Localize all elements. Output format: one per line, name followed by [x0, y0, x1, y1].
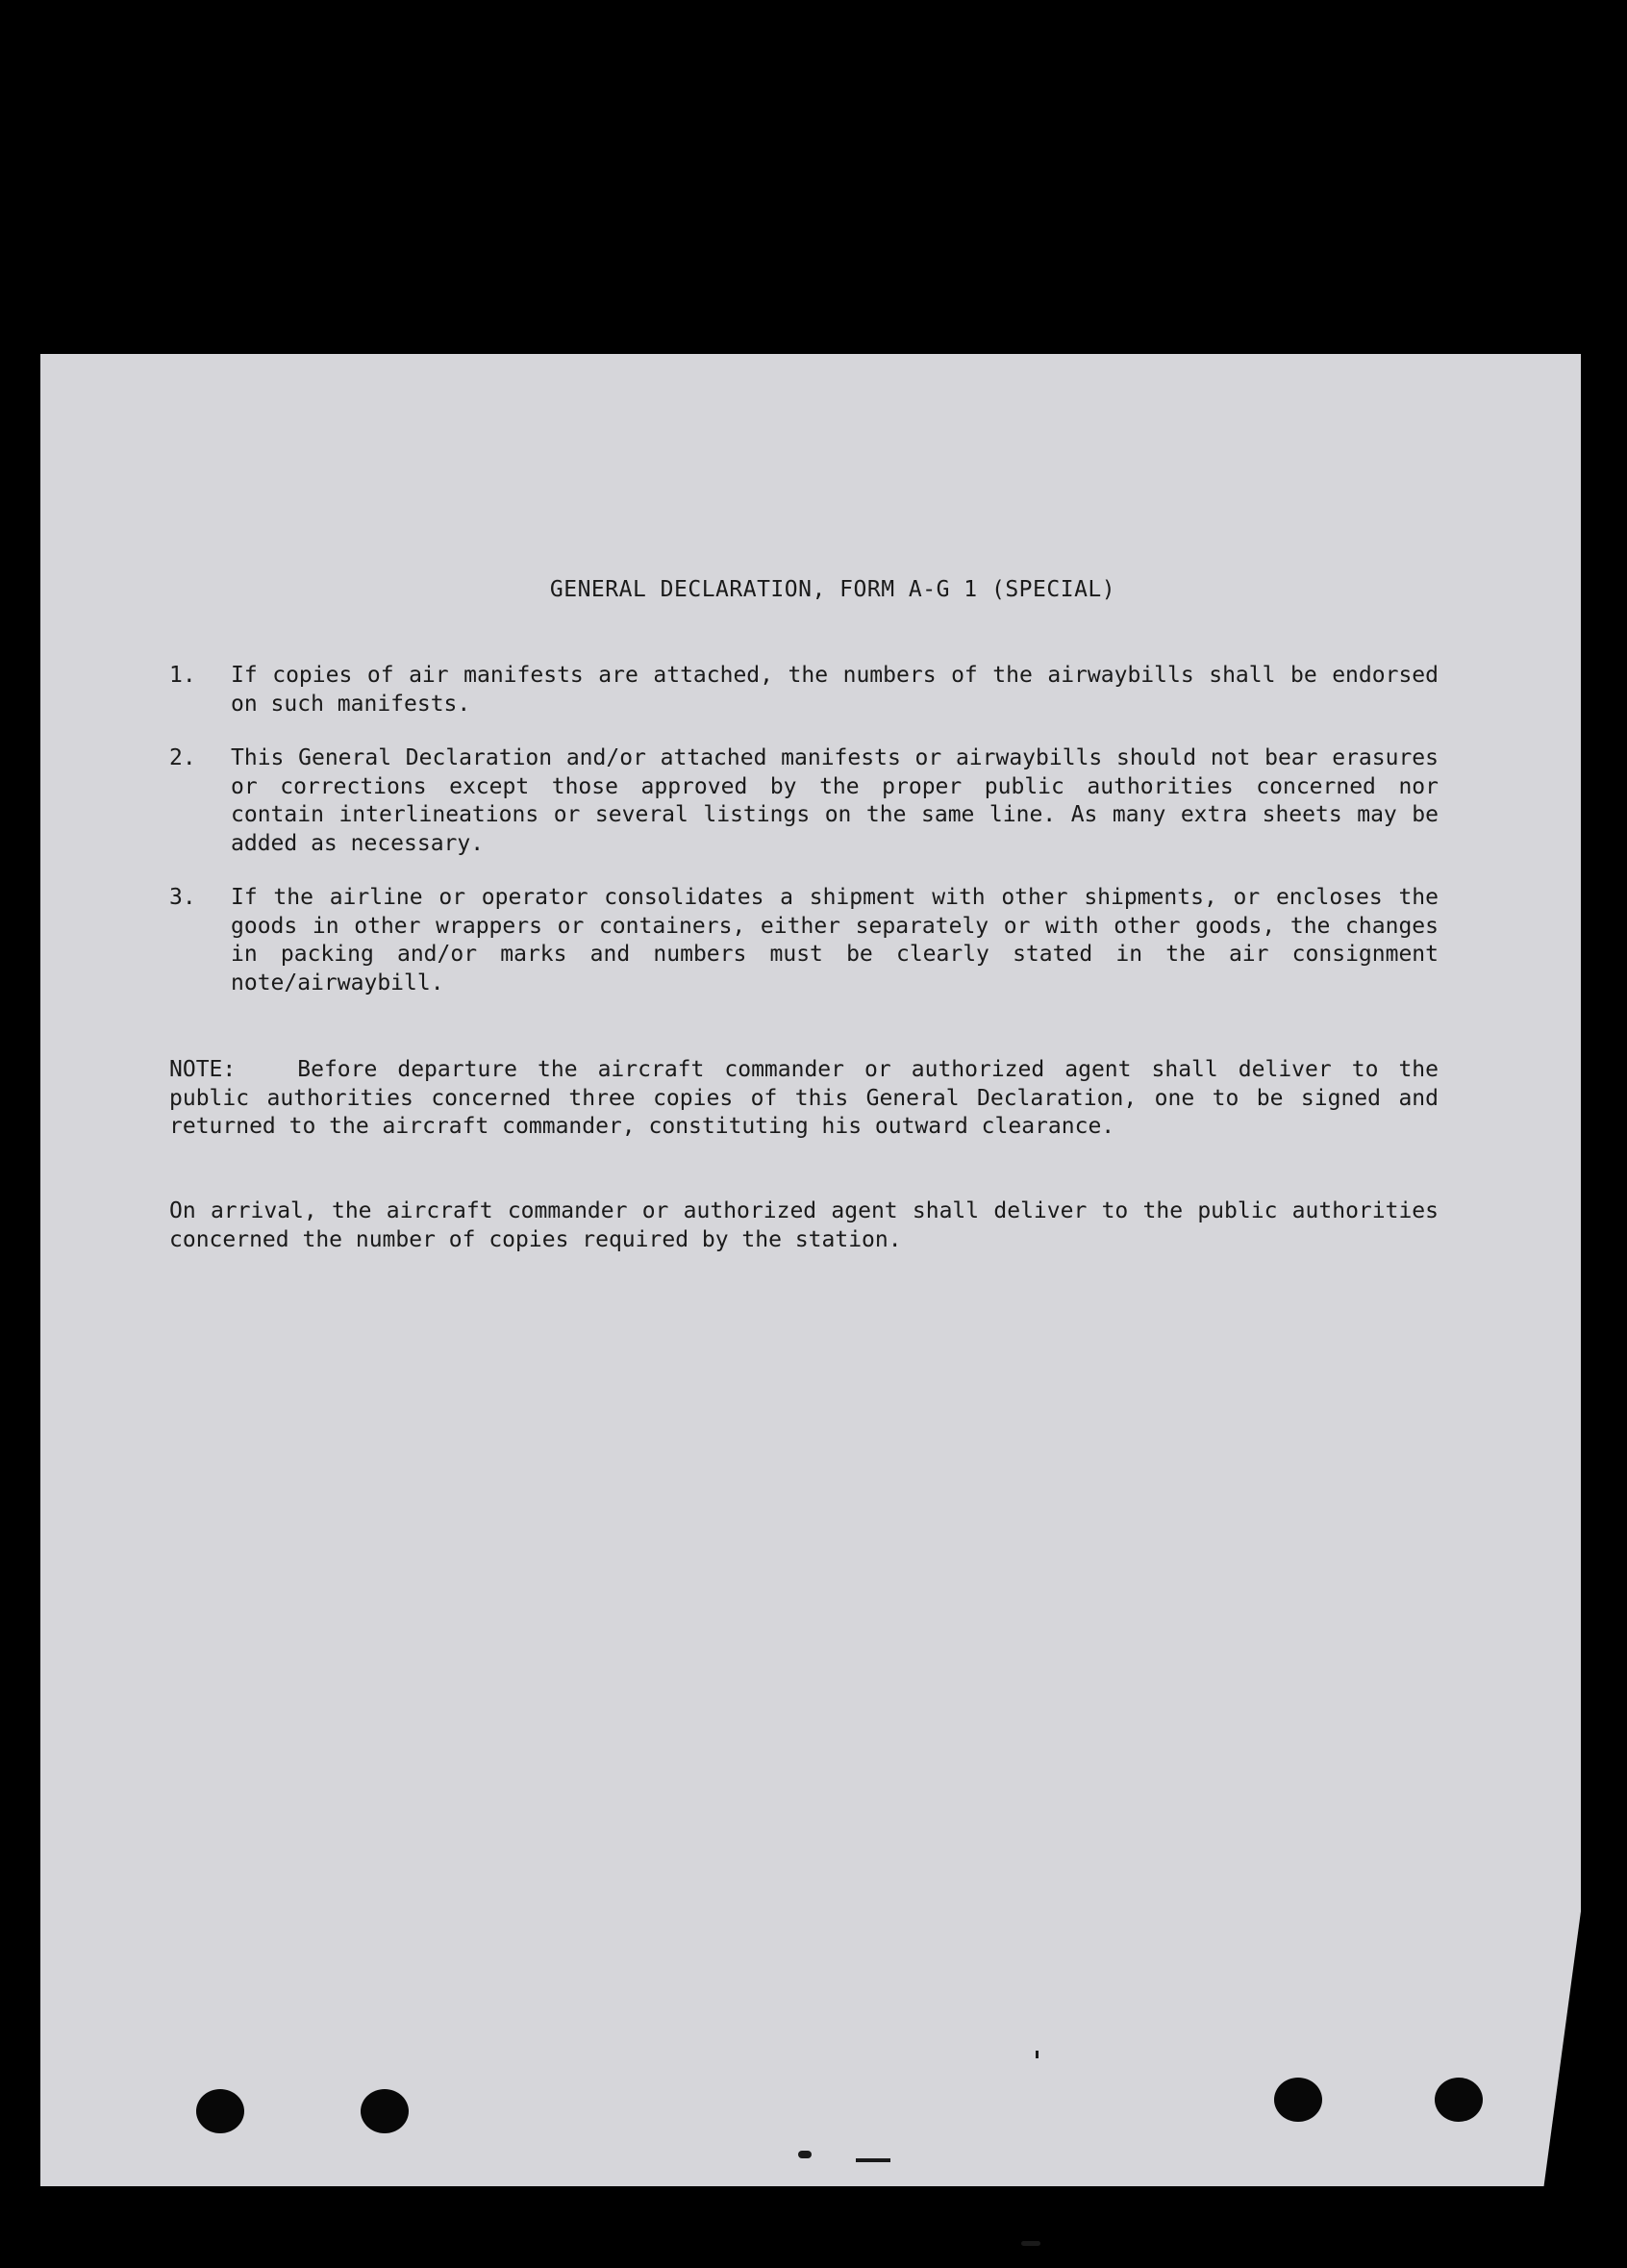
instruction-item [169, 662, 1439, 718]
arrival-paragraph: On arrival, the aircraft commander or authorized agent shall deliver to the public authorities concerned the number of copies required by the station. [169, 1198, 1439, 1252]
ink-speck [856, 2158, 890, 2162]
document-title: GENERAL DECLARATION, FORM A-G 1 (SPECIAL) [549, 577, 1116, 602]
instruction-item [169, 884, 1439, 997]
note-paragraph [169, 1056, 1439, 1142]
item-text: If copies of air manifests are attached, the numbers of the airwaybills shall be endorsed on such manifests. [231, 663, 1439, 717]
ink-speck [798, 2151, 812, 2158]
ink-speck [1021, 2241, 1040, 2246]
item-number: 2. [169, 745, 196, 770]
item-text: If the airline or operator consolidates a shipment with other shipments, or encloses the goods in other wrappers or containers, either separately or with other goods, the changes in packing and/or marks and numbers must be clearly stated in the air consignment note/airwaybill. [231, 885, 1439, 995]
punch-hole [1274, 2078, 1322, 2122]
item-text: This General Declaration and/or attached manifests or airwaybills should not bear erasures or corrections except those approved by the proper public authorities concerned nor contain interlineations or several listings on the same line. As many extra sheets may be added as necessary. [231, 745, 1439, 856]
note-label: NOTE: [169, 1057, 237, 1082]
ink-speck [1036, 2051, 1039, 2058]
instruction-list [169, 662, 1439, 1023]
punch-hole [361, 2089, 409, 2133]
item-number: 1. [169, 663, 196, 688]
punch-hole [196, 2089, 244, 2133]
item-number: 3. [169, 885, 196, 910]
document-page [40, 354, 1581, 2186]
instruction-item [169, 744, 1439, 858]
punch-hole [1435, 2078, 1483, 2122]
note-text: Before departure the aircraft commander or authorized agent shall deliver to the public authorities concerned three copies of this General Declaration, one to be signed and returned to the aircraft commander, constituting his outward clearance. [169, 1057, 1439, 1139]
